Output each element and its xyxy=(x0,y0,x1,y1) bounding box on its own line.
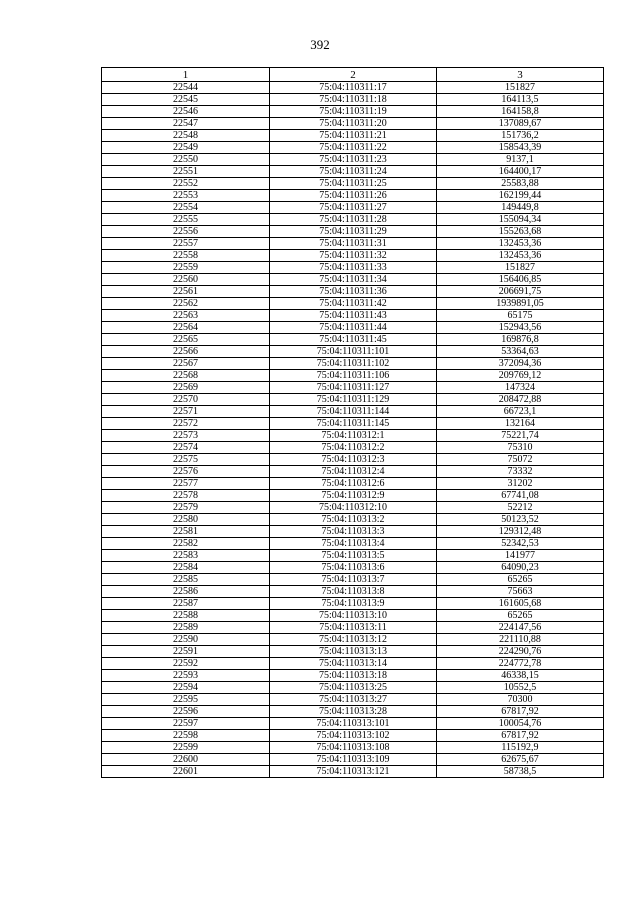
row-number-cell: 22549 xyxy=(102,142,270,154)
table-row xyxy=(102,346,604,358)
table-row xyxy=(102,478,604,490)
value-cell: 372094,36 xyxy=(437,358,604,370)
row-number-cell: 22572 xyxy=(102,418,270,430)
row-number-cell: 22591 xyxy=(102,646,270,658)
row-number-cell: 22554 xyxy=(102,202,270,214)
cadastral-number-cell: 75:04:110313:27 xyxy=(270,694,437,706)
cadastral-number-cell: 75:04:110313:3 xyxy=(270,526,437,538)
value-cell: 208472,88 xyxy=(437,394,604,406)
table-row xyxy=(102,262,604,274)
value-cell: 169876,8 xyxy=(437,334,604,346)
table-row xyxy=(102,250,604,262)
value-cell: 137089,67 xyxy=(437,118,604,130)
table-row xyxy=(102,466,604,478)
row-number-cell: 22556 xyxy=(102,226,270,238)
row-number-cell: 22559 xyxy=(102,262,270,274)
cadastral-number-cell: 75:04:110312:3 xyxy=(270,454,437,466)
cadastral-number-cell: 75:04:110311:22 xyxy=(270,142,437,154)
row-number-cell: 22544 xyxy=(102,82,270,94)
cadastral-number-cell: 75:04:110313:12 xyxy=(270,634,437,646)
row-number-cell: 22587 xyxy=(102,598,270,610)
value-cell: 1939891,05 xyxy=(437,298,604,310)
value-cell: 151827 xyxy=(437,262,604,274)
value-cell: 162199,44 xyxy=(437,190,604,202)
table-row xyxy=(102,766,604,778)
cadastral-number-cell: 75:04:110312:4 xyxy=(270,466,437,478)
row-number-cell: 22567 xyxy=(102,358,270,370)
row-number-cell: 22597 xyxy=(102,718,270,730)
table-row xyxy=(102,670,604,682)
cadastral-number-cell: 75:04:110311:27 xyxy=(270,202,437,214)
value-cell: 224772,78 xyxy=(437,658,604,670)
value-cell: 161605,68 xyxy=(437,598,604,610)
cadastral-number-cell: 75:04:110312:9 xyxy=(270,490,437,502)
row-number-cell: 22570 xyxy=(102,394,270,406)
value-cell: 65175 xyxy=(437,310,604,322)
row-number-cell: 22590 xyxy=(102,634,270,646)
row-number-cell: 22553 xyxy=(102,190,270,202)
table-row xyxy=(102,622,604,634)
row-number-cell: 22558 xyxy=(102,250,270,262)
column-header-3: 3 xyxy=(437,68,604,82)
row-number-cell: 22550 xyxy=(102,154,270,166)
cadastral-number-cell: 75:04:110311:129 xyxy=(270,394,437,406)
cadastral-number-cell: 75:04:110313:6 xyxy=(270,562,437,574)
value-cell: 66723,1 xyxy=(437,406,604,418)
table-row xyxy=(102,718,604,730)
row-number-cell: 22600 xyxy=(102,754,270,766)
cadastral-number-cell: 75:04:110311:31 xyxy=(270,238,437,250)
table-row xyxy=(102,406,604,418)
cadastral-number-cell: 75:04:110311:24 xyxy=(270,166,437,178)
row-number-cell: 22584 xyxy=(102,562,270,574)
value-cell: 67817,92 xyxy=(437,706,604,718)
row-number-cell: 22560 xyxy=(102,274,270,286)
row-number-cell: 22548 xyxy=(102,130,270,142)
table-row xyxy=(102,658,604,670)
table-row xyxy=(102,286,604,298)
value-cell: 132164 xyxy=(437,418,604,430)
value-cell: 75072 xyxy=(437,454,604,466)
row-number-cell: 22551 xyxy=(102,166,270,178)
value-cell: 52212 xyxy=(437,502,604,514)
row-number-cell: 22579 xyxy=(102,502,270,514)
table-row xyxy=(102,550,604,562)
value-cell: 158543,39 xyxy=(437,142,604,154)
cadastral-number-cell: 75:04:110311:28 xyxy=(270,214,437,226)
cadastral-number-cell: 75:04:110313:5 xyxy=(270,550,437,562)
cadastral-number-cell: 75:04:110311:43 xyxy=(270,310,437,322)
table-row xyxy=(102,514,604,526)
row-number-cell: 22588 xyxy=(102,610,270,622)
table-row xyxy=(102,430,604,442)
cadastral-number-cell: 75:04:110311:127 xyxy=(270,382,437,394)
value-cell: 132453,36 xyxy=(437,250,604,262)
table-row xyxy=(102,190,604,202)
row-number-cell: 22571 xyxy=(102,406,270,418)
value-cell: 65265 xyxy=(437,610,604,622)
row-number-cell: 22569 xyxy=(102,382,270,394)
value-cell: 65265 xyxy=(437,574,604,586)
table-row xyxy=(102,82,604,94)
cadastral-number-cell: 75:04:110313:7 xyxy=(270,574,437,586)
cadastral-number-cell: 75:04:110311:32 xyxy=(270,250,437,262)
table-row xyxy=(102,742,604,754)
value-cell: 9137,1 xyxy=(437,154,604,166)
cadastral-number-cell: 75:04:110311:144 xyxy=(270,406,437,418)
table-row xyxy=(102,154,604,166)
row-number-cell: 22580 xyxy=(102,514,270,526)
table-row xyxy=(102,274,604,286)
cadastral-number-cell: 75:04:110312:6 xyxy=(270,478,437,490)
row-number-cell: 22545 xyxy=(102,94,270,106)
table-row xyxy=(102,418,604,430)
table-row xyxy=(102,166,604,178)
row-number-cell: 22578 xyxy=(102,490,270,502)
table-row xyxy=(102,562,604,574)
row-number-cell: 22599 xyxy=(102,742,270,754)
row-number-cell: 22575 xyxy=(102,454,270,466)
table-row xyxy=(102,310,604,322)
row-number-cell: 22561 xyxy=(102,286,270,298)
row-number-cell: 22594 xyxy=(102,682,270,694)
row-number-cell: 22562 xyxy=(102,298,270,310)
table-row xyxy=(102,322,604,334)
table-row xyxy=(102,130,604,142)
table-row xyxy=(102,226,604,238)
value-cell: 164158,8 xyxy=(437,106,604,118)
table-row xyxy=(102,106,604,118)
table-row xyxy=(102,202,604,214)
value-cell: 141977 xyxy=(437,550,604,562)
cadastral-number-cell: 75:04:110312:1 xyxy=(270,430,437,442)
value-cell: 224147,56 xyxy=(437,622,604,634)
cadastral-number-cell: 75:04:110313:28 xyxy=(270,706,437,718)
table-row xyxy=(102,682,604,694)
cadastral-number-cell: 75:04:110311:44 xyxy=(270,322,437,334)
cadastral-number-cell: 75:04:110313:8 xyxy=(270,586,437,598)
value-cell: 100054,76 xyxy=(437,718,604,730)
cadastral-number-cell: 75:04:110313:4 xyxy=(270,538,437,550)
table-row xyxy=(102,538,604,550)
row-number-cell: 22557 xyxy=(102,238,270,250)
cadastral-number-cell: 75:04:110311:25 xyxy=(270,178,437,190)
table-row xyxy=(102,574,604,586)
value-cell: 58738,5 xyxy=(437,766,604,778)
cadastral-number-cell: 75:04:110311:18 xyxy=(270,94,437,106)
value-cell: 70300 xyxy=(437,694,604,706)
value-cell: 75663 xyxy=(437,586,604,598)
value-cell: 147324 xyxy=(437,382,604,394)
cadastral-number-cell: 75:04:110311:23 xyxy=(270,154,437,166)
value-cell: 129312,48 xyxy=(437,526,604,538)
table-row xyxy=(102,454,604,466)
cadastral-number-cell: 75:04:110313:25 xyxy=(270,682,437,694)
cadastral-number-cell: 75:04:110311:33 xyxy=(270,262,437,274)
cadastral-number-cell: 75:04:110311:36 xyxy=(270,286,437,298)
row-number-cell: 22586 xyxy=(102,586,270,598)
cadastral-number-cell: 75:04:110313:121 xyxy=(270,766,437,778)
value-cell: 10552,5 xyxy=(437,682,604,694)
registry-table xyxy=(101,67,604,778)
cadastral-number-cell: 75:04:110311:26 xyxy=(270,190,437,202)
value-cell: 132453,36 xyxy=(437,238,604,250)
row-number-cell: 22565 xyxy=(102,334,270,346)
cadastral-number-cell: 75:04:110313:11 xyxy=(270,622,437,634)
value-cell: 46338,15 xyxy=(437,670,604,682)
cadastral-number-cell: 75:04:110311:106 xyxy=(270,370,437,382)
value-cell: 67741,08 xyxy=(437,490,604,502)
page-number: 392 xyxy=(310,37,330,52)
table-row xyxy=(102,526,604,538)
table-body xyxy=(102,82,604,778)
value-cell: 115192,9 xyxy=(437,742,604,754)
table-row xyxy=(102,94,604,106)
table-row xyxy=(102,646,604,658)
value-cell: 50123,52 xyxy=(437,514,604,526)
value-cell: 67817,92 xyxy=(437,730,604,742)
row-number-cell: 22581 xyxy=(102,526,270,538)
cadastral-number-cell: 75:04:110311:145 xyxy=(270,418,437,430)
table-row xyxy=(102,610,604,622)
value-cell: 25583,88 xyxy=(437,178,604,190)
value-cell: 62675,67 xyxy=(437,754,604,766)
table-row xyxy=(102,118,604,130)
row-number-cell: 22546 xyxy=(102,106,270,118)
table-row xyxy=(102,142,604,154)
value-cell: 151736,2 xyxy=(437,130,604,142)
row-number-cell: 22585 xyxy=(102,574,270,586)
value-cell: 164113,5 xyxy=(437,94,604,106)
row-number-cell: 22568 xyxy=(102,370,270,382)
table-row xyxy=(102,394,604,406)
cadastral-number-cell: 75:04:110313:102 xyxy=(270,730,437,742)
table-row xyxy=(102,730,604,742)
cadastral-number-cell: 75:04:110312:2 xyxy=(270,442,437,454)
table-row xyxy=(102,298,604,310)
value-cell: 156406,85 xyxy=(437,274,604,286)
table-row xyxy=(102,334,604,346)
value-cell: 73332 xyxy=(437,466,604,478)
value-cell: 151827 xyxy=(437,82,604,94)
table-row xyxy=(102,238,604,250)
row-number-cell: 22574 xyxy=(102,442,270,454)
table-row xyxy=(102,382,604,394)
cadastral-number-cell: 75:04:110311:21 xyxy=(270,130,437,142)
cadastral-number-cell: 75:04:110311:17 xyxy=(270,82,437,94)
cadastral-number-cell: 75:04:110313:109 xyxy=(270,754,437,766)
cadastral-number-cell: 75:04:110311:29 xyxy=(270,226,437,238)
cadastral-number-cell: 75:04:110311:45 xyxy=(270,334,437,346)
cadastral-number-cell: 75:04:110313:14 xyxy=(270,658,437,670)
row-number-cell: 22555 xyxy=(102,214,270,226)
row-number-cell: 22583 xyxy=(102,550,270,562)
cadastral-number-cell: 75:04:110313:108 xyxy=(270,742,437,754)
row-number-cell: 22593 xyxy=(102,670,270,682)
cadastral-number-cell: 75:04:110313:13 xyxy=(270,646,437,658)
cadastral-number-cell: 75:04:110311:101 xyxy=(270,346,437,358)
cadastral-number-cell: 75:04:110311:42 xyxy=(270,298,437,310)
row-number-cell: 22577 xyxy=(102,478,270,490)
table-row xyxy=(102,694,604,706)
value-cell: 52342,53 xyxy=(437,538,604,550)
table-row xyxy=(102,370,604,382)
value-cell: 164400,17 xyxy=(437,166,604,178)
row-number-cell: 22596 xyxy=(102,706,270,718)
value-cell: 206691,75 xyxy=(437,286,604,298)
row-number-cell: 22576 xyxy=(102,466,270,478)
row-number-cell: 22573 xyxy=(102,430,270,442)
row-number-cell: 22582 xyxy=(102,538,270,550)
row-number-cell: 22589 xyxy=(102,622,270,634)
cadastral-number-cell: 75:04:110312:10 xyxy=(270,502,437,514)
value-cell: 53364,63 xyxy=(437,346,604,358)
table-row xyxy=(102,754,604,766)
value-cell: 149449,8 xyxy=(437,202,604,214)
cadastral-number-cell: 75:04:110311:102 xyxy=(270,358,437,370)
value-cell: 31202 xyxy=(437,478,604,490)
table-row xyxy=(102,598,604,610)
value-cell: 155263,68 xyxy=(437,226,604,238)
row-number-cell: 22547 xyxy=(102,118,270,130)
value-cell: 75310 xyxy=(437,442,604,454)
value-cell: 155094,34 xyxy=(437,214,604,226)
column-header-2: 2 xyxy=(270,68,437,82)
row-number-cell: 22592 xyxy=(102,658,270,670)
cadastral-number-cell: 75:04:110313:2 xyxy=(270,514,437,526)
table-row xyxy=(102,502,604,514)
value-cell: 64090,23 xyxy=(437,562,604,574)
cadastral-number-cell: 75:04:110311:34 xyxy=(270,274,437,286)
table-row xyxy=(102,586,604,598)
table-row xyxy=(102,442,604,454)
value-cell: 209769,12 xyxy=(437,370,604,382)
table-row xyxy=(102,178,604,190)
cadastral-number-cell: 75:04:110313:9 xyxy=(270,598,437,610)
row-number-cell: 22563 xyxy=(102,310,270,322)
value-cell: 75221,74 xyxy=(437,430,604,442)
table-row xyxy=(102,358,604,370)
table-row xyxy=(102,706,604,718)
cadastral-number-cell: 75:04:110313:18 xyxy=(270,670,437,682)
table-row xyxy=(102,634,604,646)
row-number-cell: 22564 xyxy=(102,322,270,334)
value-cell: 224290,76 xyxy=(437,646,604,658)
row-number-cell: 22598 xyxy=(102,730,270,742)
table-row xyxy=(102,490,604,502)
cadastral-number-cell: 75:04:110313:10 xyxy=(270,610,437,622)
cadastral-number-cell: 75:04:110311:20 xyxy=(270,118,437,130)
table-header xyxy=(102,68,604,82)
row-number-cell: 22552 xyxy=(102,178,270,190)
value-cell: 152943,56 xyxy=(437,322,604,334)
header-row xyxy=(102,68,604,82)
cadastral-number-cell: 75:04:110313:101 xyxy=(270,718,437,730)
value-cell: 221110,88 xyxy=(437,634,604,646)
column-header-1: 1 xyxy=(102,68,270,82)
row-number-cell: 22601 xyxy=(102,766,270,778)
row-number-cell: 22595 xyxy=(102,694,270,706)
table-row xyxy=(102,214,604,226)
cadastral-number-cell: 75:04:110311:19 xyxy=(270,106,437,118)
row-number-cell: 22566 xyxy=(102,346,270,358)
